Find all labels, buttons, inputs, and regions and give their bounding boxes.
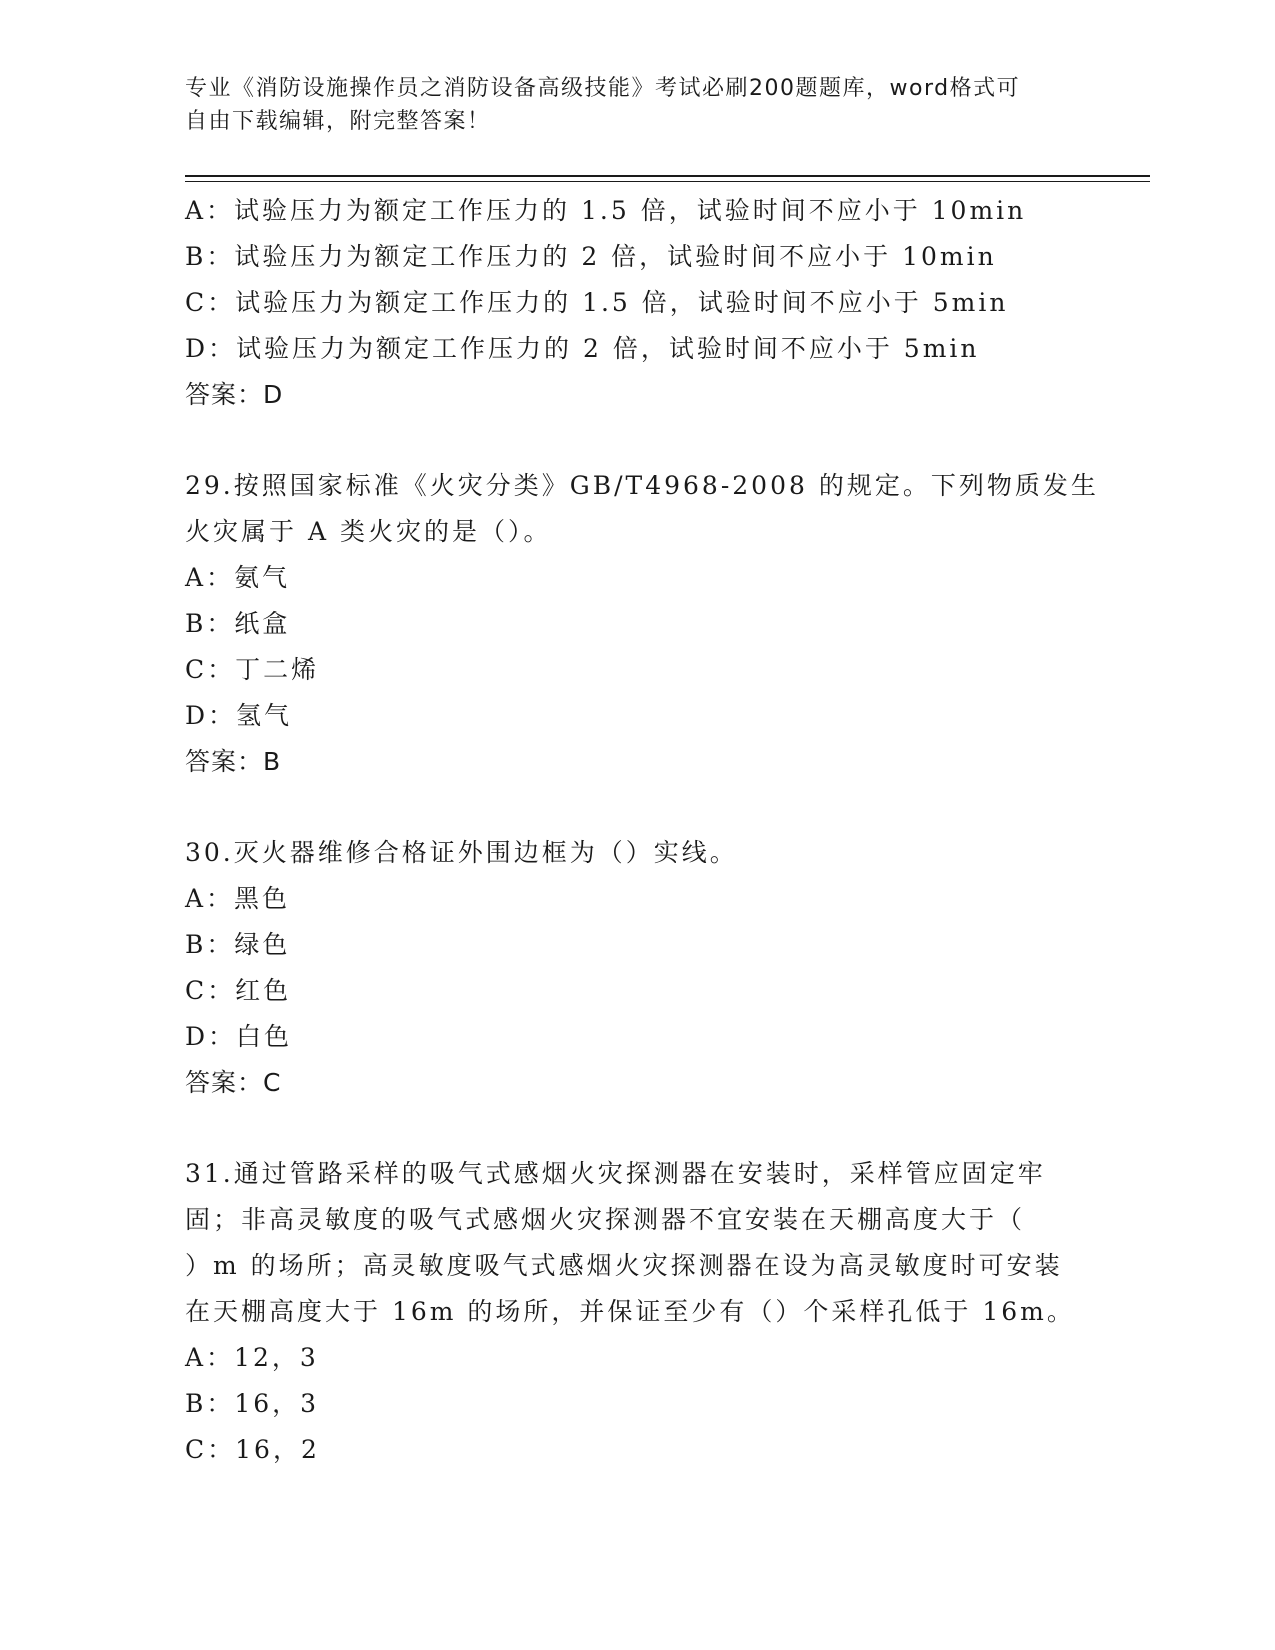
question-block — [185, 188, 1085, 418]
answer-option: C：红色 — [185, 976, 292, 1005]
question-text: 29.按照国家标准《火灾分类》GB/T4968-2008 的规定。下列物质发生 — [185, 471, 1099, 500]
header-line-1: 专业《消防设施操作员之消防设备高级技能》考试必刷200题题库，word格式可 — [185, 76, 1021, 101]
answer-option: D：白色 — [185, 1022, 293, 1051]
answer-option: B：试验压力为额定工作压力的 2 倍，试验时间不应小于 10min — [185, 242, 997, 271]
answer-option: C：试验压力为额定工作压力的 1.5 倍，试验时间不应小于 5min — [185, 288, 1009, 317]
question-block — [185, 1151, 1085, 1473]
answer-option: C：丁二烯 — [185, 655, 320, 684]
question-text: 31.通过管路采样的吸气式感烟火灾探测器在安装时，采样管应固定牢 — [185, 1159, 1046, 1188]
block-spacer — [185, 418, 1085, 463]
answer-option: A：12，3 — [185, 1343, 319, 1372]
header-line-2: 自由下载编辑，附完整答案！ — [185, 109, 491, 134]
question-list — [185, 188, 1099, 1473]
answer-option: A：氨气 — [185, 563, 291, 592]
document-header — [185, 72, 1065, 138]
question-text: 30.灭火器维修合格证外围边框为（）实线。 — [185, 838, 738, 867]
answer-option: B：绿色 — [185, 930, 291, 959]
answer-option: A：黑色 — [185, 884, 291, 913]
question-text: ）m 的场所；高灵敏度吸气式感烟火灾探测器在设为高灵敏度时可安装 — [185, 1251, 1063, 1280]
block-spacer — [185, 1106, 1085, 1151]
header-divider-thick — [185, 175, 1150, 177]
question-text: 火灾属于 A 类火灾的是（）。 — [185, 517, 552, 546]
answer-key: 答案：D — [185, 380, 284, 409]
answer-key: 答案：C — [185, 1068, 282, 1097]
question-text: 在天棚高度大于 16m 的场所，并保证至少有（）个采样孔低于 16m。 — [185, 1297, 1075, 1326]
question-text: 固；非高灵敏度的吸气式感烟火灾探测器不宜安装在天棚高度大于（ — [185, 1205, 1026, 1234]
answer-option: B：16，3 — [185, 1389, 320, 1418]
question-block — [185, 830, 1085, 1106]
answer-key: 答案：B — [185, 747, 282, 776]
block-spacer — [185, 785, 1085, 830]
answer-option: B：纸盒 — [185, 609, 291, 638]
answer-option: D：氢气 — [185, 701, 293, 730]
question-block — [185, 463, 1099, 785]
answer-option: D：试验压力为额定工作压力的 2 倍，试验时间不应小于 5min — [185, 334, 980, 363]
header-divider-thin — [185, 181, 1150, 182]
answer-option: C：16，2 — [185, 1435, 320, 1464]
answer-option: A：试验压力为额定工作压力的 1.5 倍，试验时间不应小于 10min — [185, 196, 1027, 225]
